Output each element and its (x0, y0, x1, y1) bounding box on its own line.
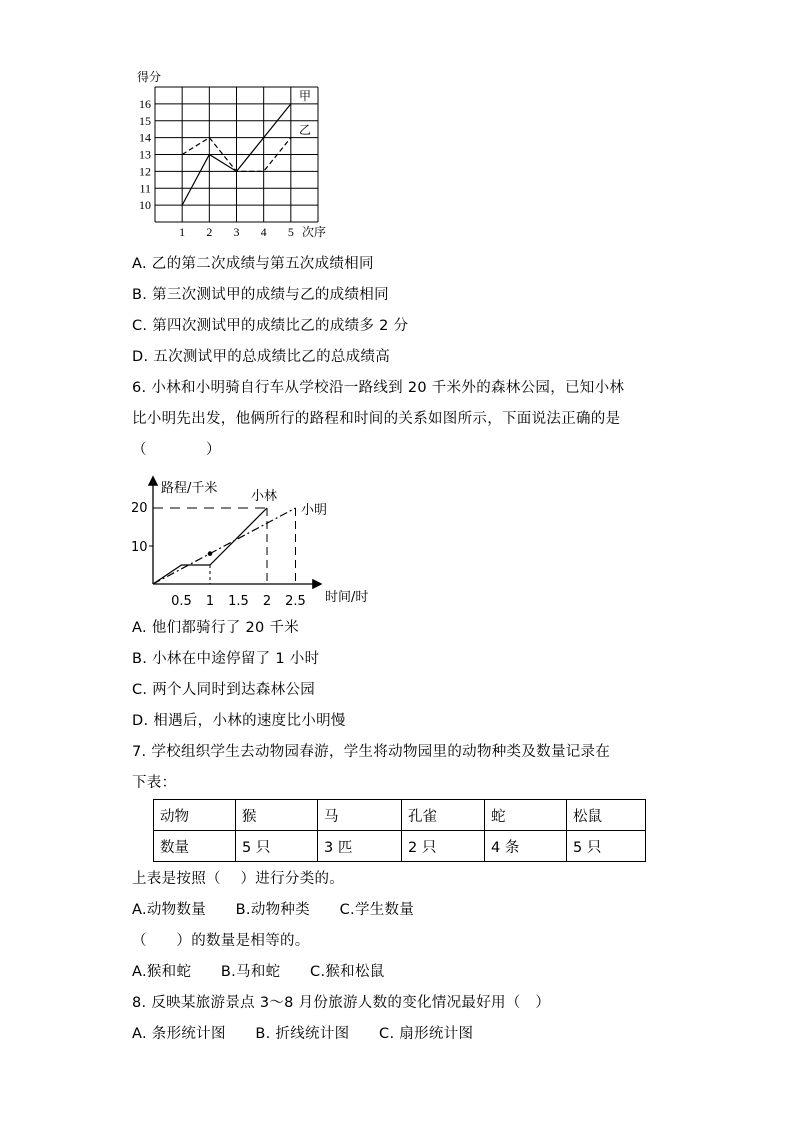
q6-option-a: A. 他们都骑行了 20 千米 (132, 620, 300, 636)
q6-stem-line-3: （ ） (132, 442, 221, 458)
q5-option-b: B. 第三次测试甲的成绩与乙的成绩相同 (132, 287, 389, 303)
q7-stem-line-2: 下表： (132, 775, 177, 791)
series-xiaoming-line (153, 508, 296, 584)
table-cell: 马 (318, 800, 402, 831)
q8-stem: 8. 反映某旅游景点 3～8 月份旅游人数的变化情况最好用（ ） (132, 995, 551, 1011)
x-tick-label: 5 (287, 225, 294, 239)
series-yi-label: 乙 (299, 123, 312, 137)
x-tick-label: 4 (260, 225, 267, 239)
q6-option-d: D. 相遇后，小林的速度比小明慢 (132, 713, 346, 729)
q5-option-a: A. 乙的第二次成绩与第五次成绩相同 (132, 256, 374, 272)
x-tick-label: 2 (262, 594, 272, 609)
q7-sub1-options: A.动物数量 B.动物种类 C.学生数量 (132, 902, 415, 918)
x-tick-label: 2.5 (285, 594, 306, 609)
y-tick-label: 14 (139, 130, 151, 145)
table-row (154, 831, 646, 862)
table-cell: 5 只 (236, 831, 318, 862)
q5-option-c: C. 第四次测试甲的成绩比乙的成绩多 2 分 (132, 318, 409, 334)
animal-count-table (153, 799, 646, 862)
q7-sub2: （ ）的数量是相等的。 (132, 933, 310, 949)
y-tick-label: 13 (139, 147, 151, 162)
x-tick-label: 1 (205, 594, 215, 609)
y-tick-label: 15 (139, 113, 151, 128)
table-cell: 孔雀 (402, 800, 485, 831)
meeting-point (208, 551, 213, 556)
q5-option-d: D. 五次测试甲的总成绩比乙的总成绩高 (132, 349, 391, 365)
q6-option-c: C. 两个人同时到达森林公园 (132, 682, 316, 698)
x-tick-label: 3 (233, 225, 240, 239)
q6-stem-line-1: 6. 小林和小明骑自行车从学校沿一路线到 20 千米外的森林公园，已知小林 (132, 380, 625, 396)
q6-stem-line-2: 比小明先出发，他俩所行的路程和时间的关系如图所示，下面说法正确的是 (132, 411, 621, 427)
table-row (154, 800, 646, 831)
table-cell: 猴 (236, 800, 318, 831)
y-tick-label: 16 (139, 96, 151, 111)
q8-options: A. 条形统计图 B. 折线统计图 C. 扇形统计图 (132, 1026, 474, 1042)
chart2-ylabel: 路程/千米 (161, 481, 218, 496)
x-tick-label: 0.5 (171, 594, 192, 609)
series-jia-label: 甲 (299, 89, 312, 103)
table-cell: 蛇 (485, 800, 567, 831)
y-tick-label: 12 (139, 164, 151, 179)
table-cell: 动物 (154, 800, 236, 831)
q7-stem-line-1: 7. 学校组织学生去动物园春游，学生将动物园里的动物种类及数量记录在 (132, 744, 611, 760)
q7-sub1: 上表是按照（ ）进行分类的。 (132, 871, 345, 887)
x-tick-label: 1 (179, 225, 186, 239)
series-xiaolin-label: 小林 (251, 489, 278, 504)
y-tick-label: 11 (139, 181, 151, 196)
chart2-xlabel: 时间/时 (325, 590, 369, 605)
chart2-ytick-20: 20 (131, 501, 148, 516)
chart1-xlabel: 次序 (302, 225, 327, 239)
q7-sub2-options: A.猴和蛇 B.马和蛇 C.猴和松鼠 (132, 964, 385, 980)
table-cell: 松鼠 (567, 800, 646, 831)
x-tick-label: 2 (206, 225, 213, 239)
chart2-ytick-10: 10 (131, 540, 148, 555)
chart1-ylabel: 得分 (137, 70, 162, 84)
q6-option-b: B. 小林在中途停留了 1 小时 (132, 651, 320, 667)
table-cell: 4 条 (485, 831, 567, 862)
table-cell: 5 只 (567, 831, 646, 862)
table-cell: 数量 (154, 831, 236, 862)
chart2-x-ticks (171, 594, 306, 609)
series-xiaoming-label: 小明 (301, 503, 328, 518)
y-tick-label: 10 (139, 198, 151, 213)
table-cell: 3 匹 (318, 831, 402, 862)
table-cell: 2 只 (402, 831, 485, 862)
x-tick-label: 1.5 (228, 594, 249, 609)
